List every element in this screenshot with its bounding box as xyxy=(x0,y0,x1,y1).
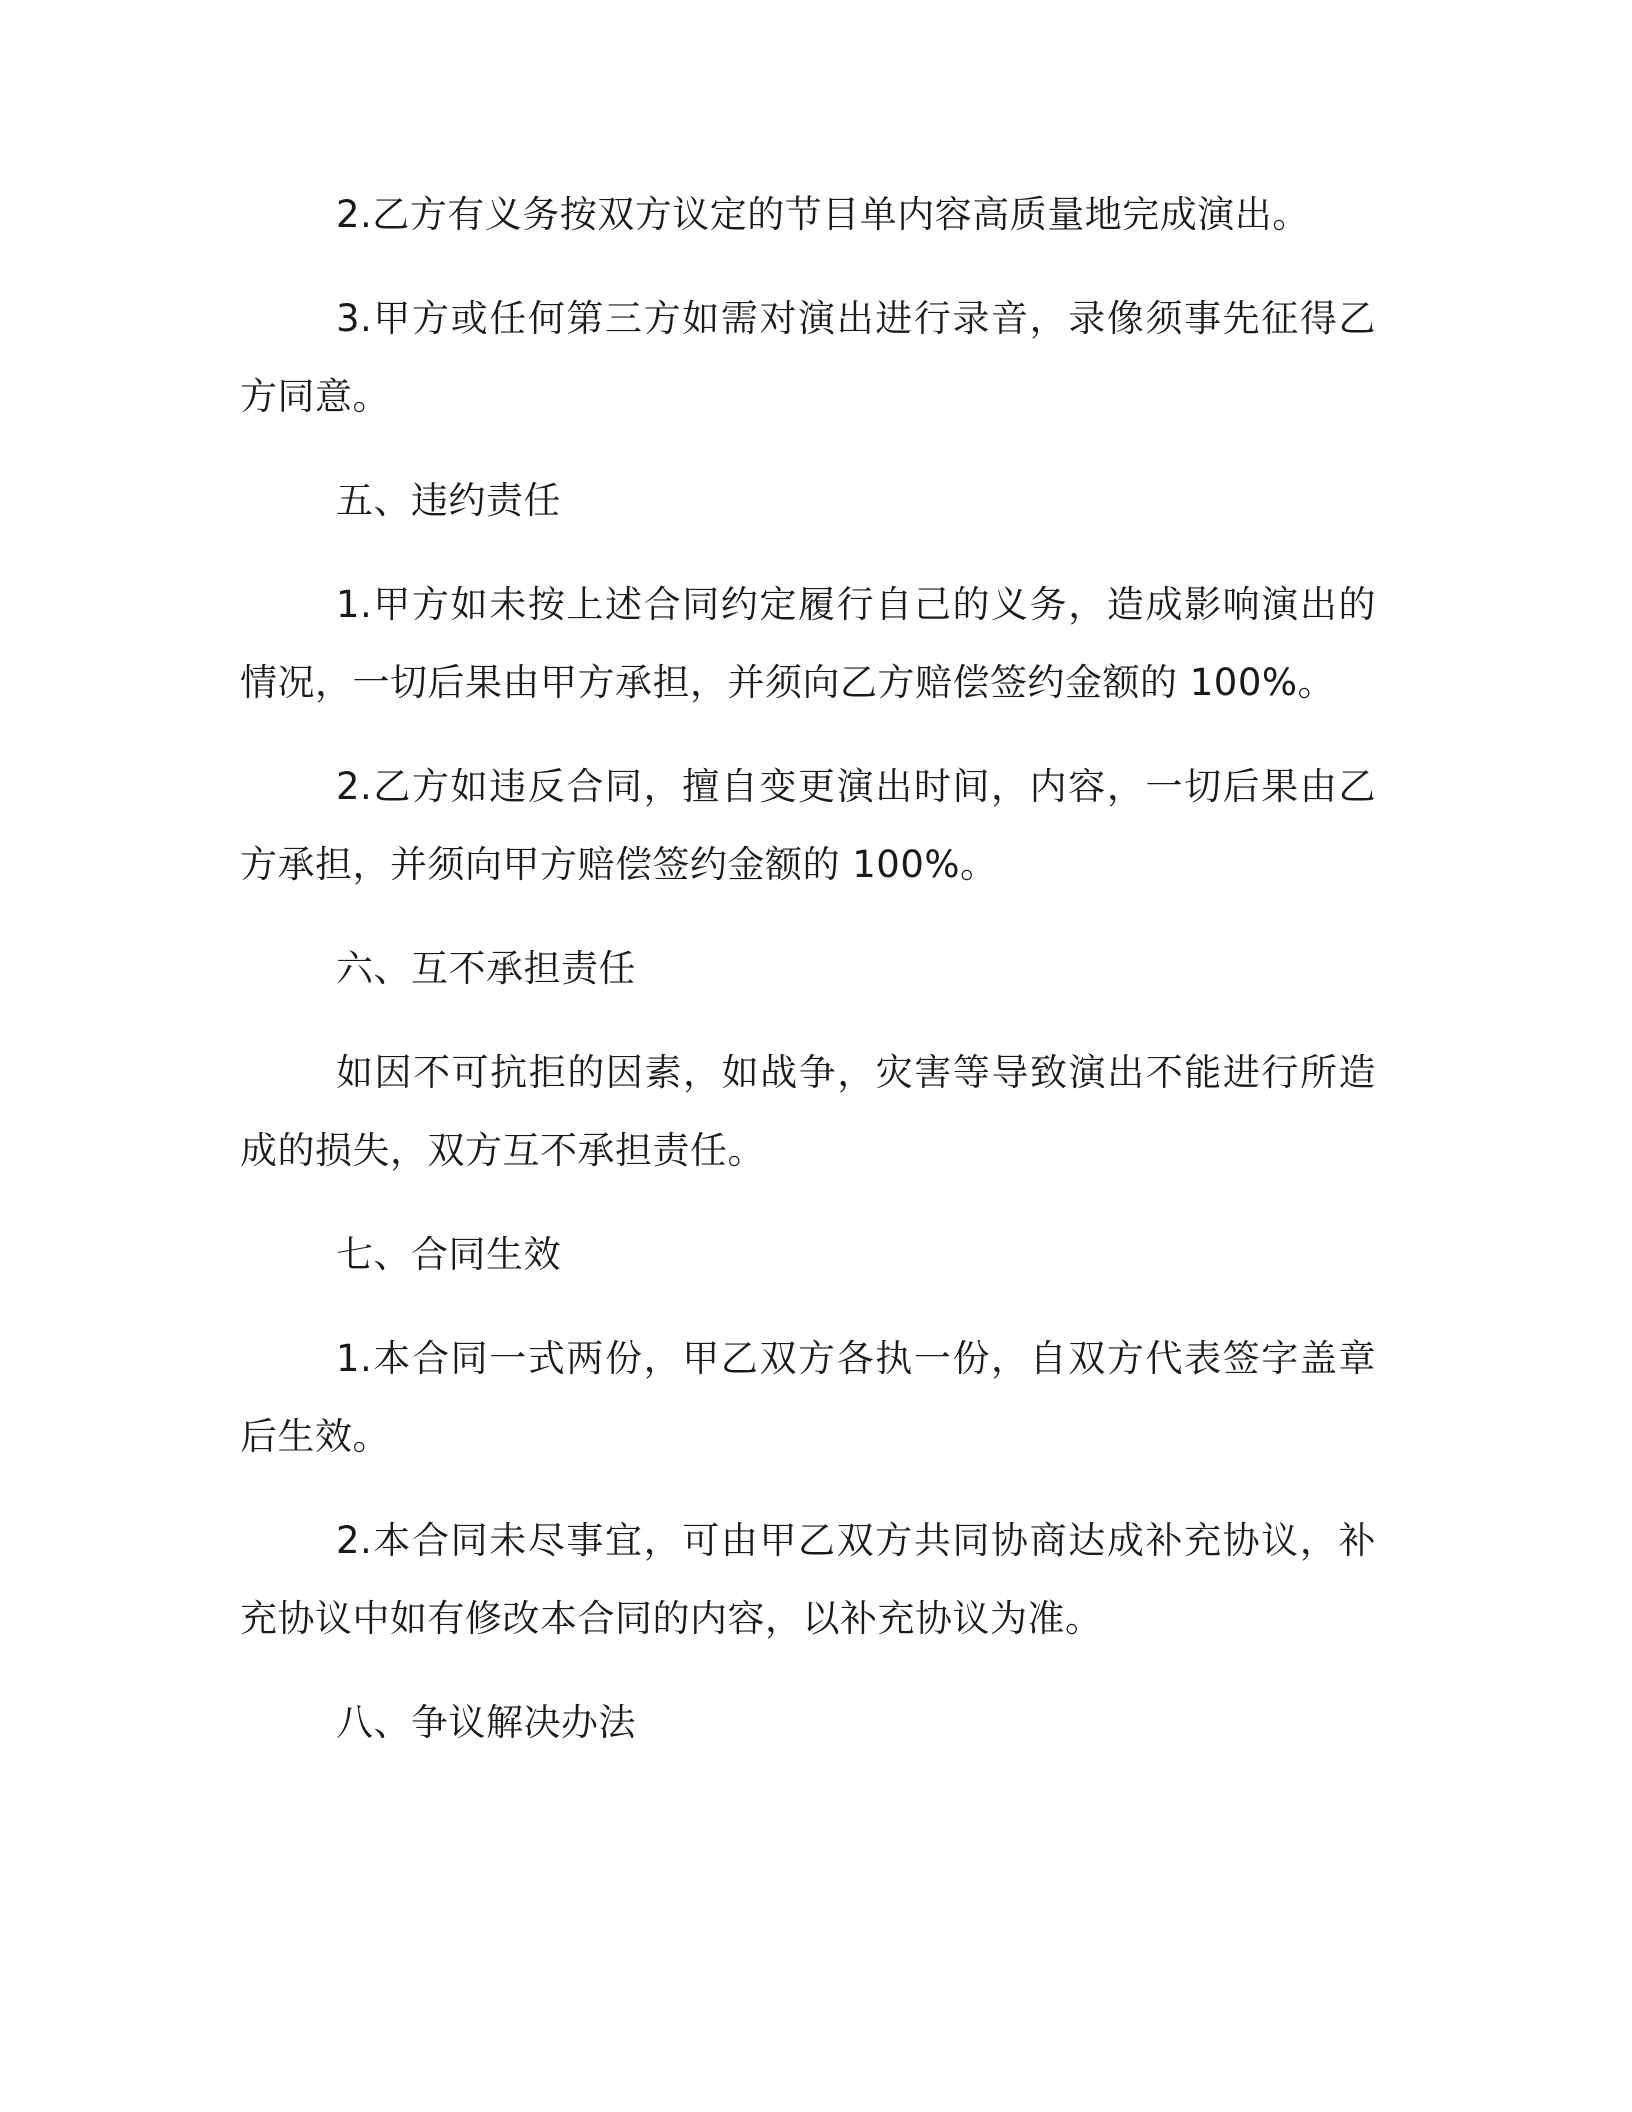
section-heading-effectiveness: 七、合同生效 xyxy=(336,1233,561,1276)
document-body xyxy=(240,176,1376,1788)
clause-6: 如因不可抗拒的因素，如战争，灾害等导致演出不能进行所造成的损失，双方互不承担责任。 xyxy=(240,1051,1376,1172)
section-heading-dispute: 八、争议解决办法 xyxy=(336,1701,636,1744)
clause-4-2: 2.乙方有义务按双方议定的节目单内容高质量地完成演出。 xyxy=(336,193,1310,236)
section-heading-force-majeure: 六、互不承担责任 xyxy=(336,947,636,990)
clause-5-1: 1.甲方如未按上述合同约定履行自己的义务，造成影响演出的情况，一切后果由甲方承担，并须向乙方赔偿签约金额的 100%。 xyxy=(240,583,1376,704)
clause-7-2: 2.本合同未尽事宜，可由甲乙双方共同协商达成补充协议，补充协议中如有修改本合同的内容，以补充协议为准。 xyxy=(240,1519,1376,1640)
clause-7-1: 1.本合同一式两份，甲乙双方各执一份，自双方代表签字盖章后生效。 xyxy=(240,1337,1376,1458)
section-heading-breach: 五、违约责任 xyxy=(336,479,561,522)
clause-5-2: 2.乙方如违反合同，擅自变更演出时间，内容，一切后果由乙方承担，并须向甲方赔偿签约金额的 100%。 xyxy=(240,765,1376,886)
clause-4-3: 3.甲方或任何第三方如需对演出进行录音，录像须事先征得乙方同意。 xyxy=(240,297,1376,418)
